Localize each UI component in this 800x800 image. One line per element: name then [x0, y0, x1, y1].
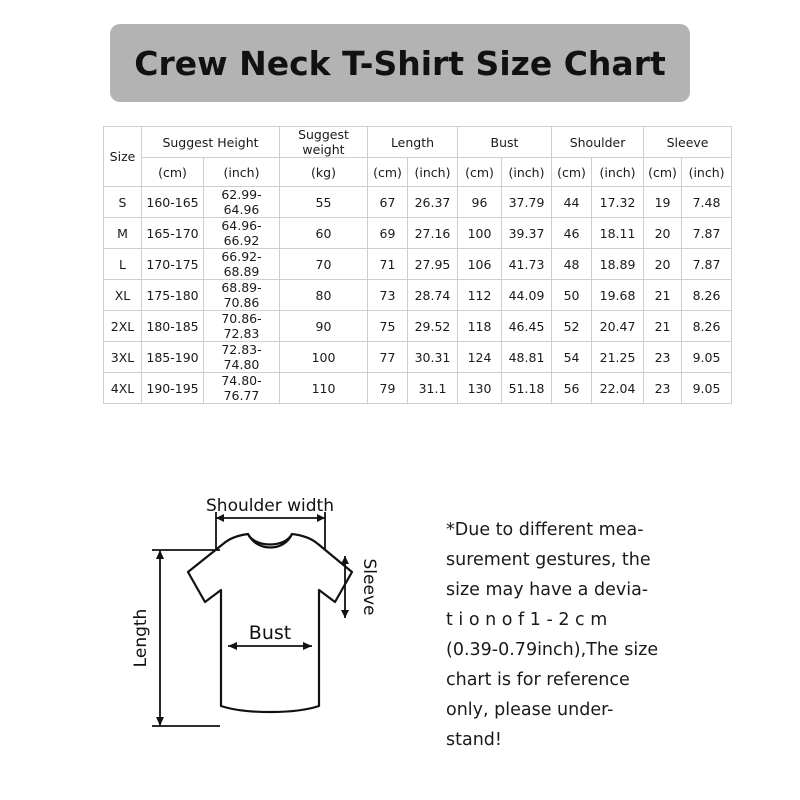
size-table-container: [103, 126, 725, 404]
unit-shoulder-inch: (inch): [592, 158, 644, 187]
cell-height-inch: 74.80-76.77: [204, 373, 280, 404]
length-measure: [152, 550, 220, 726]
cell-shoulder-cm: 48: [552, 249, 592, 280]
cell-sleeve-inch: 7.87: [682, 249, 732, 280]
table-row: [104, 373, 732, 404]
cell-shoulder-cm: 46: [552, 218, 592, 249]
header-length: Length: [368, 127, 458, 158]
note-line: surement gestures, the: [446, 550, 651, 570]
size-table: [103, 126, 732, 404]
unit-weight-kg: (kg): [280, 158, 368, 187]
note-line: size may have a devia-: [446, 580, 649, 600]
cell-bust-cm: 130: [458, 373, 502, 404]
cell-sleeve-cm: 20: [644, 249, 682, 280]
unit-length-inch: (inch): [408, 158, 458, 187]
cell-sleeve-inch: 9.05: [682, 342, 732, 373]
cell-shoulder-cm: 52: [552, 311, 592, 342]
cell-weight-kg: 55: [280, 187, 368, 218]
cell-size: 4XL: [104, 373, 142, 404]
cell-sleeve-cm: 20: [644, 218, 682, 249]
cell-length-inch: 31.1: [408, 373, 458, 404]
cell-length-inch: 28.74: [408, 280, 458, 311]
note-line: t i o n o f 1 - 2 c m: [446, 610, 608, 630]
cell-sleeve-cm: 21: [644, 280, 682, 311]
title-banner: [110, 24, 690, 102]
note-line: only, please under-: [446, 700, 614, 720]
cell-height-cm: 190-195: [142, 373, 204, 404]
cell-length-inch: 27.16: [408, 218, 458, 249]
cell-height-inch: 62.99-64.96: [204, 187, 280, 218]
cell-size: L: [104, 249, 142, 280]
cell-bust-inch: 46.45: [502, 311, 552, 342]
cell-shoulder-inch: 19.68: [592, 280, 644, 311]
cell-bust-cm: 96: [458, 187, 502, 218]
cell-bust-cm: 100: [458, 218, 502, 249]
cell-size: M: [104, 218, 142, 249]
cell-sleeve-inch: 7.87: [682, 218, 732, 249]
cell-bust-cm: 112: [458, 280, 502, 311]
tshirt-measurement-diagram: [120, 478, 420, 778]
cell-shoulder-inch: 17.32: [592, 187, 644, 218]
cell-bust-cm: 106: [458, 249, 502, 280]
cell-weight-kg: 90: [280, 311, 368, 342]
header-bust: Bust: [458, 127, 552, 158]
cell-bust-inch: 37.79: [502, 187, 552, 218]
table-row: [104, 280, 732, 311]
cell-weight-kg: 80: [280, 280, 368, 311]
cell-length-cm: 79: [368, 373, 408, 404]
cell-length-inch: 26.37: [408, 187, 458, 218]
cell-shoulder-inch: 21.25: [592, 342, 644, 373]
cell-shoulder-cm: 56: [552, 373, 592, 404]
header-suggest-weight: Suggest weight: [280, 127, 368, 158]
cell-weight-kg: 70: [280, 249, 368, 280]
table-body: [104, 187, 732, 404]
sleeve-label: Sleeve: [359, 558, 379, 616]
table-row: [104, 249, 732, 280]
note-line: chart is for reference: [446, 670, 630, 690]
unit-height-inch: (inch): [204, 158, 280, 187]
unit-length-cm: (cm): [368, 158, 408, 187]
cell-height-cm: 175-180: [142, 280, 204, 311]
cell-size: 2XL: [104, 311, 142, 342]
cell-height-inch: 72.83-74.80: [204, 342, 280, 373]
cell-shoulder-cm: 50: [552, 280, 592, 311]
cell-sleeve-cm: 19: [644, 187, 682, 218]
cell-shoulder-inch: 18.89: [592, 249, 644, 280]
cell-length-cm: 67: [368, 187, 408, 218]
cell-sleeve-inch: 9.05: [682, 373, 732, 404]
table-row: [104, 311, 732, 342]
note-line: *Due to different mea-: [446, 520, 644, 540]
unit-height-cm: (cm): [142, 158, 204, 187]
cell-length-inch: 27.95: [408, 249, 458, 280]
cell-size: S: [104, 187, 142, 218]
cell-size: 3XL: [104, 342, 142, 373]
unit-bust-cm: (cm): [458, 158, 502, 187]
cell-length-cm: 69: [368, 218, 408, 249]
cell-shoulder-inch: 22.04: [592, 373, 644, 404]
header-sleeve: Sleeve: [644, 127, 732, 158]
cell-shoulder-cm: 54: [552, 342, 592, 373]
cell-weight-kg: 60: [280, 218, 368, 249]
cell-length-cm: 71: [368, 249, 408, 280]
unit-bust-inch: (inch): [502, 158, 552, 187]
cell-sleeve-cm: 23: [644, 373, 682, 404]
header-shoulder: Shoulder: [552, 127, 644, 158]
unit-shoulder-cm: (cm): [552, 158, 592, 187]
cell-height-cm: 165-170: [142, 218, 204, 249]
unit-sleeve-inch: (inch): [682, 158, 732, 187]
shoulder-width-label: Shoulder width: [206, 496, 334, 516]
cell-bust-inch: 48.81: [502, 342, 552, 373]
cell-bust-inch: 51.18: [502, 373, 552, 404]
cell-bust-inch: 41.73: [502, 249, 552, 280]
table-head: [104, 127, 732, 187]
length-label: Length: [131, 608, 151, 668]
cell-length-inch: 30.31: [408, 342, 458, 373]
cell-bust-cm: 124: [458, 342, 502, 373]
cell-height-inch: 68.89-70.86: [204, 280, 280, 311]
cell-length-cm: 75: [368, 311, 408, 342]
bust-label: Bust: [248, 622, 292, 644]
cell-height-cm: 160-165: [142, 187, 204, 218]
page-title: Crew Neck T-Shirt Size Chart: [134, 43, 666, 83]
cell-sleeve-inch: 8.26: [682, 280, 732, 311]
cell-shoulder-inch: 18.11: [592, 218, 644, 249]
cell-shoulder-inch: 20.47: [592, 311, 644, 342]
cell-sleeve-inch: 7.48: [682, 187, 732, 218]
cell-weight-kg: 100: [280, 342, 368, 373]
cell-shoulder-cm: 44: [552, 187, 592, 218]
header-size: Size: [104, 127, 142, 187]
cell-length-cm: 73: [368, 280, 408, 311]
cell-height-inch: 64.96-66.92: [204, 218, 280, 249]
cell-sleeve-inch: 8.26: [682, 311, 732, 342]
table-row: [104, 342, 732, 373]
cell-height-cm: 170-175: [142, 249, 204, 280]
cell-weight-kg: 110: [280, 373, 368, 404]
table-header-group-row: [104, 127, 732, 158]
cell-size: XL: [104, 280, 142, 311]
cell-height-inch: 66.92-68.89: [204, 249, 280, 280]
cell-bust-cm: 118: [458, 311, 502, 342]
cell-length-inch: 29.52: [408, 311, 458, 342]
note-line: stand!: [446, 730, 502, 750]
cell-bust-inch: 44.09: [502, 280, 552, 311]
disclaimer-note: [446, 515, 686, 755]
cell-height-inch: 70.86-72.83: [204, 311, 280, 342]
cell-length-cm: 77: [368, 342, 408, 373]
unit-sleeve-cm: (cm): [644, 158, 682, 187]
cell-height-cm: 185-190: [142, 342, 204, 373]
cell-sleeve-cm: 21: [644, 311, 682, 342]
note-line: (0.39-0.79inch),The size: [446, 640, 659, 660]
header-suggest-height: Suggest Height: [142, 127, 280, 158]
table-row: [104, 218, 732, 249]
cell-bust-inch: 39.37: [502, 218, 552, 249]
cell-sleeve-cm: 23: [644, 342, 682, 373]
table-row: [104, 187, 732, 218]
table-header-unit-row: [104, 158, 732, 187]
cell-height-cm: 180-185: [142, 311, 204, 342]
